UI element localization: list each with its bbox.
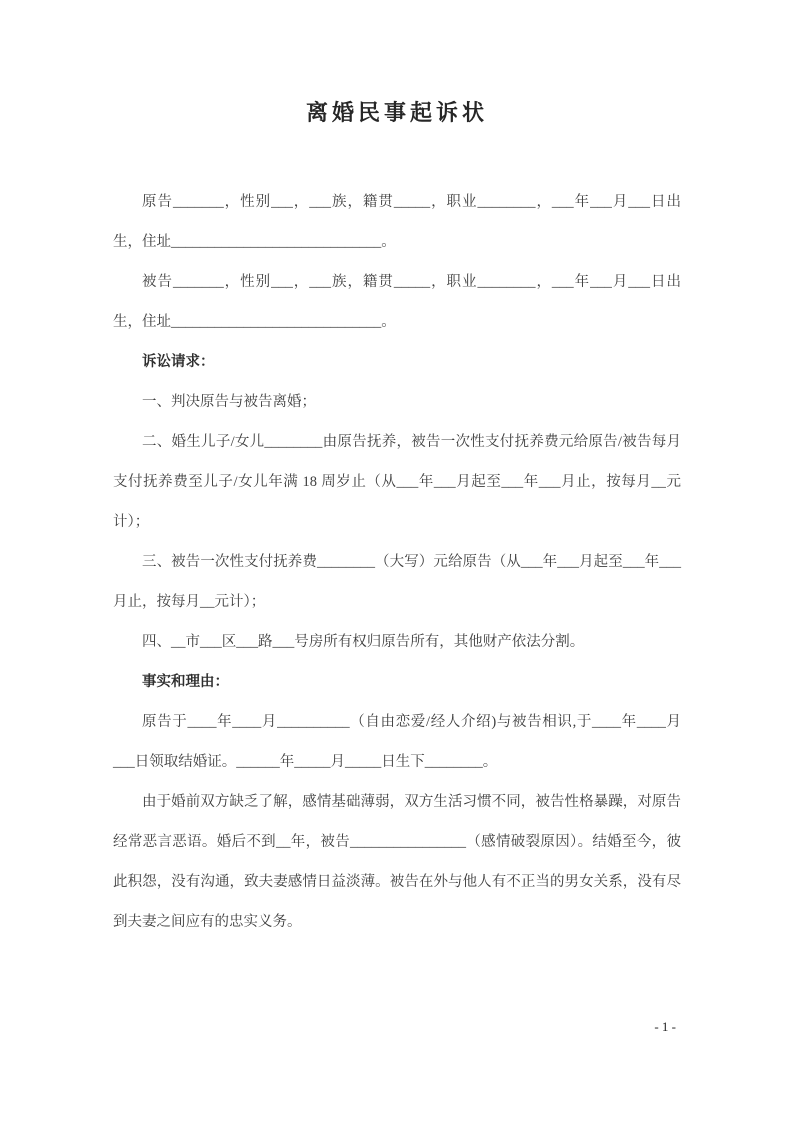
section-heading-claims: 诉讼请求： — [142, 354, 215, 370]
paragraph-plaintiff-info: 原告_______，性别___，___族，籍贯_____，职业________，___年___月___日出生，住址_____________________________。 — [113, 194, 681, 250]
claim-item-2: 二、婚生儿子/女儿________由原告抚养，被告一次性支付抚养费元给原告/被告每月支付抚养费至儿子/女儿年满 18 周岁止（从___年___月起至___年___月止，按每月__元计）； — [113, 434, 681, 530]
claim-item-4: 四、__市___区___路___号房所有权归原告所有，其他财产依法分割。 — [142, 634, 585, 650]
section-heading-facts: 事实和理由： — [142, 674, 229, 690]
document-title: 离婚民事起诉状 — [305, 100, 488, 125]
claim-item-3: 三、被告一次性支付抚养费________（大写）元给原告（从___年___月起至___年___月止，按每月__元计）； — [113, 554, 681, 610]
paragraph-defendant-info: 被告_______，性别___，___族，籍贯_____，职业________，___年___月___日出生，住址_____________________________。 — [113, 274, 681, 330]
facts-paragraph-1: 原告于____年____月__________（自由恋爱/经人介绍)与被告相识,于____年____月___日领取结婚证。______年_____月_____日生下________。 — [113, 714, 681, 770]
facts-paragraph-2: 由于婚前双方缺乏了解，感情基础薄弱，双方生活习惯不同，被告性格暴躁，对原告经常恶言恶语。婚后不到__年，被告________________（感情破裂原因）。结婚至今，彼此积怨，没有沟通，致夫妻感情日益淡薄。被告在外与他人有不正当的男女关系，没有尽到夫妻之间应有的忠实义务。 — [113, 794, 681, 930]
page-number: - 1 - — [654, 1019, 676, 1034]
claim-item-1: 一、判决原告与被告离婚； — [142, 394, 316, 410]
